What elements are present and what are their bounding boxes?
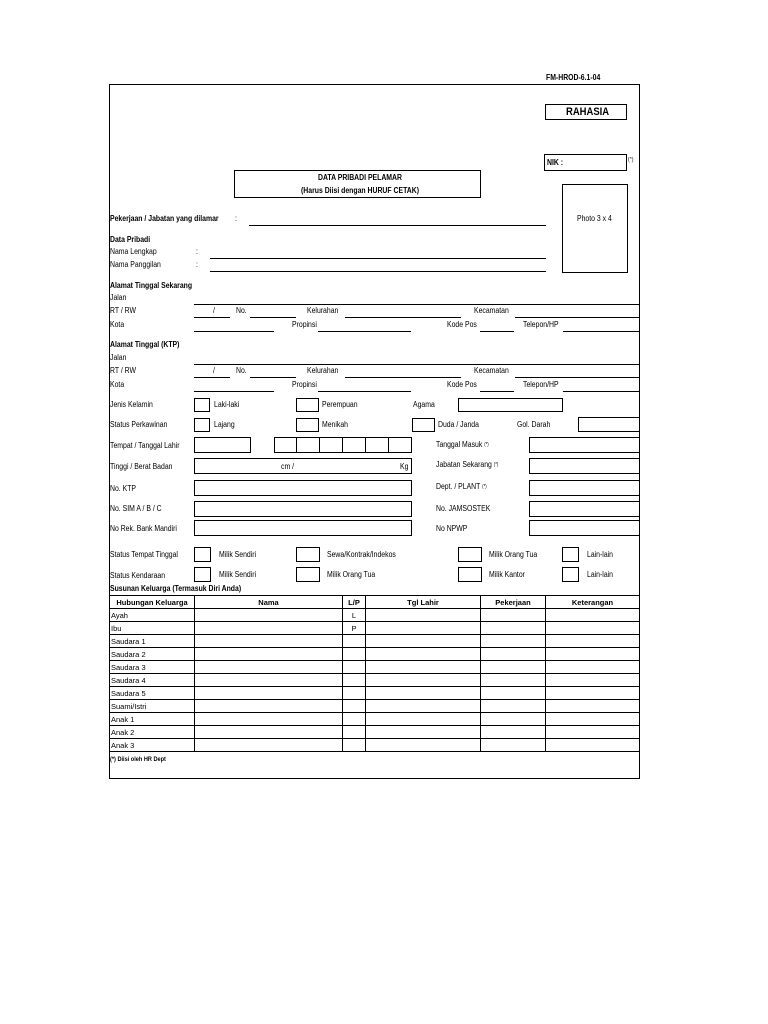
menikah-label: Menikah — [322, 420, 349, 429]
document-code: FM-HROD-6.1-04 — [546, 73, 601, 82]
tempat-lain-checkbox[interactable] — [562, 547, 579, 562]
table-row — [110, 661, 640, 674]
hubungan-cell: Anak 1 — [110, 713, 195, 726]
lp-cell[interactable] — [343, 739, 366, 752]
col-hubungan: Hubungan Keluarga — [110, 596, 195, 609]
kg-unit: Kg — [400, 462, 409, 471]
hubungan-cell: Saudara 4 — [110, 674, 195, 687]
photo-label: Photo 3 x 4 — [577, 214, 612, 223]
table-row — [110, 648, 640, 661]
form-subtitle: (Harus Diisi dengan HURUF CETAK) — [301, 186, 419, 195]
pekerjaan-cell[interactable] — [481, 635, 546, 648]
family-table-header — [110, 596, 640, 609]
tgl-lahir-cell[interactable] — [366, 726, 481, 739]
jabatan-sekarang-label: Jabatan Sekarang (*) — [436, 460, 499, 469]
table-row — [110, 726, 640, 739]
pekerjaan-cell[interactable] — [481, 609, 546, 622]
hubungan-cell: Saudara 5 — [110, 687, 195, 700]
table-row — [110, 739, 640, 752]
tgl-lahir-digit-1[interactable] — [274, 437, 297, 453]
keterangan-cell[interactable] — [546, 661, 640, 674]
lp-cell[interactable] — [343, 661, 366, 674]
kota-label: Kota — [110, 320, 125, 329]
tempat-option-label: Milik Sendiri — [219, 550, 257, 559]
nama-cell[interactable] — [195, 700, 343, 713]
nama-cell[interactable] — [195, 687, 343, 700]
no-sim-field[interactable] — [194, 501, 412, 517]
job-field[interactable] — [249, 225, 546, 226]
pekerjaan-cell[interactable] — [481, 726, 546, 739]
kelurahan-label: Kelurahan — [307, 306, 339, 315]
nama-panggilan-field[interactable] — [210, 271, 546, 272]
no-label: No. — [236, 306, 247, 315]
pekerjaan-cell[interactable] — [481, 687, 546, 700]
lp-cell[interactable] — [343, 635, 366, 648]
status-perkawinan-label: Status Perkawinan — [110, 420, 168, 429]
jalan-field[interactable] — [194, 304, 639, 305]
kendaraan-lain-checkbox[interactable] — [562, 567, 579, 582]
table-row — [110, 713, 640, 726]
pekerjaan-cell[interactable] — [481, 674, 546, 687]
lp-cell[interactable] — [343, 648, 366, 661]
no-npwp-field[interactable] — [529, 520, 640, 536]
tgl-lahir-cell[interactable] — [366, 622, 481, 635]
status-tempat-label: Status Tempat Tinggal — [110, 550, 178, 559]
nik-note: (*) — [628, 157, 634, 163]
tempat-milik-ortu-checkbox[interactable] — [458, 547, 482, 562]
alamat-ktp-heading: Alamat Tinggal (KTP) — [110, 340, 180, 349]
perempuan-label: Perempuan — [322, 400, 358, 409]
ktp-rt-field[interactable] — [194, 377, 230, 378]
dept-plant-field[interactable] — [529, 480, 640, 496]
hubungan-cell: Saudara 2 — [110, 648, 195, 661]
col-tgl-lahir: Tgl Lahir — [366, 596, 481, 609]
tanggal-masuk-field[interactable] — [529, 437, 640, 453]
kode-pos-field[interactable] — [480, 331, 514, 332]
tempat-tgl-lahir-label: Tempat / Tanggal Lahir — [110, 441, 180, 450]
table-row — [110, 674, 640, 687]
lajang-label: Lajang — [214, 420, 235, 429]
ktp-rt-slash: / — [213, 366, 215, 375]
nama-lengkap-label: Nama Lengkap — [110, 247, 157, 256]
keterangan-cell[interactable] — [546, 648, 640, 661]
no-field[interactable] — [250, 317, 296, 318]
nama-panggilan-colon: : — [196, 260, 198, 269]
telepon-label: Telepon/HP — [523, 320, 559, 329]
lajang-checkbox[interactable] — [194, 418, 210, 432]
photo-box[interactable] — [562, 184, 628, 273]
duda-janda-label: Duda / Janda — [438, 420, 479, 429]
form-title: DATA PRIBADI PELAMAR — [318, 173, 402, 182]
rt-field[interactable] — [194, 317, 230, 318]
tgl-lahir-digit-6[interactable] — [388, 437, 412, 453]
lp-cell[interactable] — [343, 700, 366, 713]
tgl-lahir-cell[interactable] — [366, 609, 481, 622]
lp-cell[interactable] — [343, 687, 366, 700]
keterangan-cell[interactable] — [546, 635, 640, 648]
gol-darah-label: Gol. Darah — [517, 420, 551, 429]
tgl-lahir-cell[interactable] — [366, 674, 481, 687]
job-label: Pekerjaan / Jabatan yang dilamar — [110, 214, 219, 223]
perempuan-checkbox[interactable] — [296, 398, 319, 412]
lp-cell[interactable]: P — [343, 622, 366, 635]
jenis-kelamin-label: Jenis Kelamin — [110, 400, 153, 409]
no-jamsostek-field[interactable] — [529, 501, 640, 517]
hubungan-cell: Anak 3 — [110, 739, 195, 752]
jabatan-sekarang-field[interactable] — [529, 458, 640, 474]
hubungan-cell: Anak 2 — [110, 726, 195, 739]
family-table — [109, 595, 640, 752]
col-pekerjaan: Pekerjaan — [481, 596, 546, 609]
table-row — [110, 609, 640, 622]
no-rek-field[interactable] — [194, 520, 412, 536]
tgl-lahir-cell[interactable] — [366, 648, 481, 661]
kendaraan-option-label: Milik Sendiri — [219, 570, 257, 579]
ktp-kelurahan-field[interactable] — [345, 377, 461, 378]
tempat-option-label: Milik Orang Tua — [489, 550, 538, 559]
hubungan-cell: Suami/Istri — [110, 700, 195, 713]
nik-label: NIK : — [547, 158, 564, 167]
status-kendaraan-label: Status Kendaraan — [110, 571, 166, 580]
rt-slash: / — [213, 306, 215, 315]
tgl-lahir-cell[interactable] — [366, 661, 481, 674]
pekerjaan-cell[interactable] — [481, 622, 546, 635]
pekerjaan-cell[interactable] — [481, 713, 546, 726]
keterangan-cell[interactable] — [546, 726, 640, 739]
ktp-telepon-field[interactable] — [563, 391, 639, 392]
keterangan-cell[interactable] — [546, 609, 640, 622]
alamat-sekarang-heading: Alamat Tinggal Sekarang — [110, 281, 193, 290]
lp-cell[interactable] — [343, 674, 366, 687]
tgl-lahir-cell[interactable] — [366, 687, 481, 700]
tinggi-berat-field[interactable] — [194, 458, 412, 474]
table-row — [110, 687, 640, 700]
ktp-kode-pos-field[interactable] — [480, 391, 514, 392]
table-row — [110, 622, 640, 635]
lp-cell[interactable]: L — [343, 609, 366, 622]
rahasia-label: RAHASIA — [566, 106, 610, 118]
tgl-lahir-cell[interactable] — [366, 700, 481, 713]
agama-field[interactable] — [458, 398, 563, 412]
ktp-rt-rw-label: RT / RW — [110, 366, 137, 375]
tgl-lahir-cell[interactable] — [366, 739, 481, 752]
kendaraan-option-label: Milik Orang Tua — [327, 570, 376, 579]
menikah-checkbox[interactable] — [296, 418, 319, 432]
ktp-kode-pos-label: Kode Pos — [447, 380, 477, 389]
lp-cell[interactable] — [343, 726, 366, 739]
nama-lengkap-colon: : — [196, 247, 198, 256]
hubungan-cell: Ibu — [110, 622, 195, 635]
ktp-kecamatan-field[interactable] — [515, 377, 639, 378]
tanggal-masuk-label: Tanggal Masuk (*) — [436, 440, 489, 449]
dept-plant-label: Dept. / PLANT (*) — [436, 482, 487, 491]
ktp-kota-field[interactable] — [194, 391, 274, 392]
tempat-option-label: Sewa/Kontrak/Indekos — [327, 550, 396, 559]
kecamatan-field[interactable] — [515, 317, 639, 318]
nama-lengkap-field[interactable] — [210, 258, 546, 259]
keluarga-heading: Susunan Keluarga (Termasuk Diri Anda) — [110, 584, 242, 593]
keterangan-cell[interactable] — [546, 739, 640, 752]
kendaraan-milik-kantor-checkbox[interactable] — [458, 567, 482, 582]
keterangan-cell[interactable] — [546, 674, 640, 687]
ktp-propinsi-label: Propinsi — [292, 380, 317, 389]
ktp-kecamatan-label: Kecamatan — [474, 366, 509, 375]
nama-cell[interactable] — [195, 713, 343, 726]
rt-rw-label: RT / RW — [110, 306, 137, 315]
kode-pos-label: Kode Pos — [447, 320, 477, 329]
no-jamsostek-label: No. JAMSOSTEK — [436, 504, 491, 513]
kelurahan-field[interactable] — [345, 317, 461, 318]
ktp-no-label: No. — [236, 366, 247, 375]
kendaraan-option-label: Lain-lain — [587, 570, 614, 579]
no-ktp-field[interactable] — [194, 480, 412, 496]
pekerjaan-cell[interactable] — [481, 648, 546, 661]
table-row — [110, 635, 640, 648]
tgl-lahir-cell[interactable] — [366, 713, 481, 726]
keterangan-cell[interactable] — [546, 700, 640, 713]
no-sim-label: No. SIM A / B / C — [110, 504, 162, 513]
hubungan-cell: Saudara 1 — [110, 635, 195, 648]
nama-cell[interactable] — [195, 726, 343, 739]
lp-cell[interactable] — [343, 713, 366, 726]
keterangan-cell[interactable] — [546, 687, 640, 700]
ktp-telepon-label: Telepon/HP — [523, 380, 559, 389]
keterangan-cell[interactable] — [546, 622, 640, 635]
tgl-lahir-digit-3[interactable] — [319, 437, 343, 453]
no-npwp-label: No NPWP — [436, 524, 468, 533]
kendaraan-milik-ortu-checkbox[interactable] — [296, 567, 320, 582]
tgl-lahir-digit-4[interactable] — [342, 437, 366, 453]
tgl-lahir-digit-2[interactable] — [296, 437, 320, 453]
no-rek-label: No Rek. Bank Mandiri — [110, 524, 177, 533]
tempat-option-label: Lain-lain — [587, 550, 614, 559]
nama-cell[interactable] — [195, 622, 343, 635]
hubungan-cell: Ayah — [110, 609, 195, 622]
nama-cell[interactable] — [195, 661, 343, 674]
laki-laki-label: Laki-laki — [214, 400, 240, 409]
nama-panggilan-label: Nama Panggilan — [110, 260, 161, 269]
cm-unit: cm / — [281, 462, 294, 471]
col-nama: Nama — [195, 596, 343, 609]
ktp-jalan-field[interactable] — [194, 364, 639, 365]
table-row — [110, 700, 640, 713]
nama-cell[interactable] — [195, 648, 343, 661]
tempat-sewa-checkbox[interactable] — [296, 547, 320, 562]
footnote: (*) Diisi oleh HR Dept — [110, 756, 166, 763]
col-keterangan: Keterangan — [546, 596, 640, 609]
duda-janda-checkbox[interactable] — [412, 418, 435, 432]
ktp-kelurahan-label: Kelurahan — [307, 366, 339, 375]
job-colon: : — [235, 214, 237, 223]
laki-laki-checkbox[interactable] — [194, 398, 210, 412]
telepon-field[interactable] — [563, 331, 639, 332]
hubungan-cell: Saudara 3 — [110, 661, 195, 674]
ktp-no-field[interactable] — [250, 377, 296, 378]
propinsi-label: Propinsi — [292, 320, 317, 329]
gol-darah-field[interactable] — [578, 417, 640, 432]
propinsi-field[interactable] — [318, 331, 411, 332]
agama-label: Agama — [413, 400, 435, 409]
nama-cell[interactable] — [195, 609, 343, 622]
kendaraan-option-label: Milik Kantor — [489, 570, 525, 579]
data-pribadi-heading: Data Pribadi — [110, 235, 151, 244]
tgl-lahir-cell[interactable] — [366, 635, 481, 648]
tempat-lahir-field[interactable] — [194, 437, 251, 453]
kota-field[interactable] — [194, 331, 274, 332]
nama-cell[interactable] — [195, 674, 343, 687]
kendaraan-milik-sendiri-checkbox[interactable] — [194, 567, 211, 582]
tinggi-berat-label: Tinggi / Berat Badan — [110, 462, 173, 471]
ktp-jalan-label: Jalan — [110, 353, 127, 362]
tgl-lahir-digit-5[interactable] — [365, 437, 389, 453]
nama-cell[interactable] — [195, 739, 343, 752]
keterangan-cell[interactable] — [546, 713, 640, 726]
jalan-label: Jalan — [110, 293, 127, 302]
pekerjaan-cell[interactable] — [481, 739, 546, 752]
col-lp: L/P — [343, 596, 366, 609]
ktp-propinsi-field[interactable] — [318, 391, 411, 392]
tempat-milik-sendiri-checkbox[interactable] — [194, 547, 211, 562]
kecamatan-label: Kecamatan — [474, 306, 509, 315]
ktp-kota-label: Kota — [110, 380, 125, 389]
no-ktp-label: No. KTP — [110, 484, 137, 493]
nama-cell[interactable] — [195, 635, 343, 648]
pekerjaan-cell[interactable] — [481, 700, 546, 713]
pekerjaan-cell[interactable] — [481, 661, 546, 674]
